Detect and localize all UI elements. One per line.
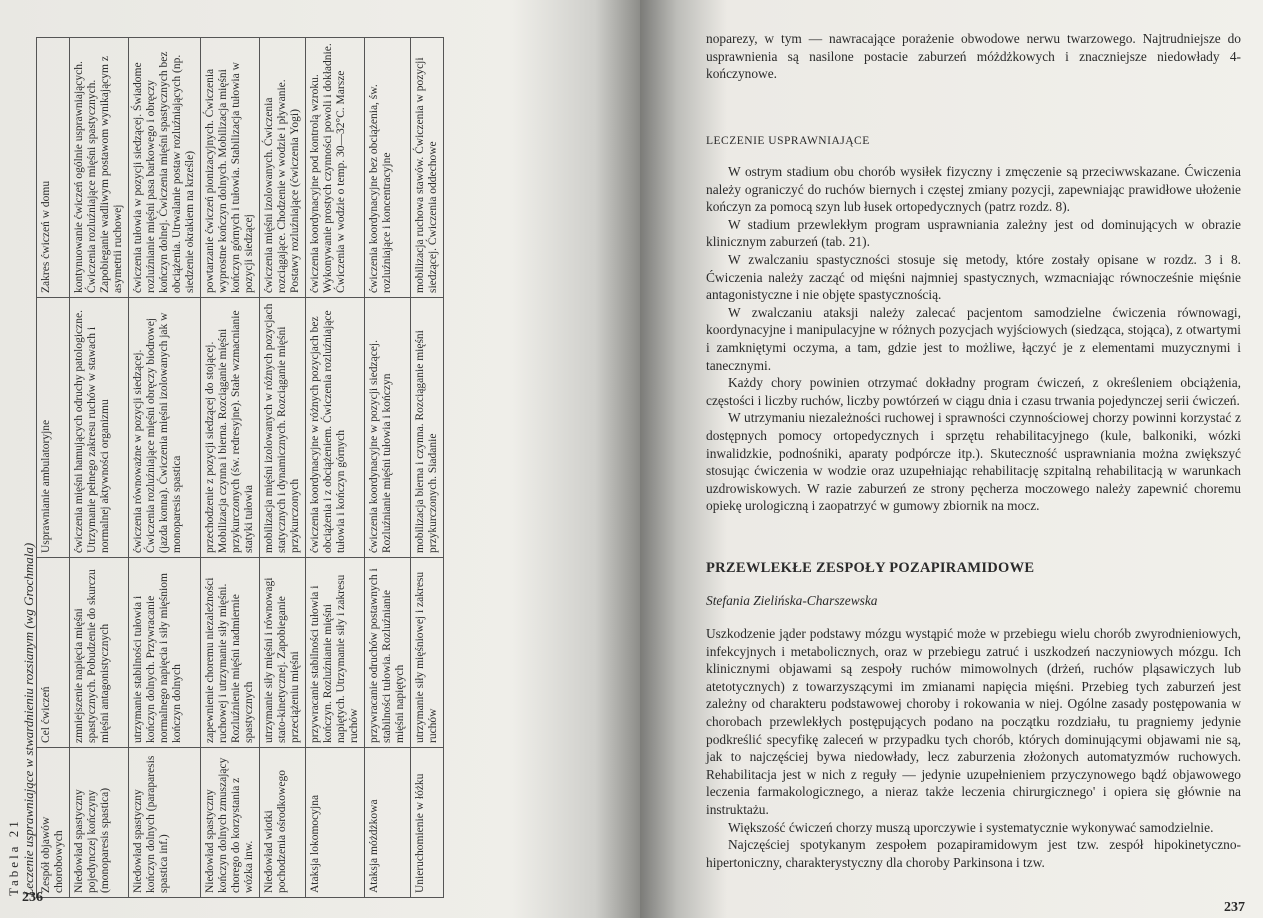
chapter-body: [706, 625, 1241, 871]
paragraph: W zwalczaniu spastyczności stosuje się metody, które zostały opisane w rozdz. 3 i 8. Ćwiczenia należy zacząć od mięśni najmniej spastycznych, wzmacniając równocześnie mięśnie antagonistyczne i nie objęte spastycznością.: [706, 251, 1241, 303]
cell-goal: przywracanie odruchów postawnych i stabilności tułowia. Rozluźnianie mięśni napiętych: [365, 558, 411, 748]
table-title: Leczenie usprawniające w stwardnieniu rozsianym (wg Grochmala): [21, 542, 36, 896]
col-header-syndrome: Zespół objawów chorobowych: [37, 748, 70, 898]
table-row: [201, 38, 260, 898]
cell-goal: utrzymanie siły mięśni i równowagi stato-kinetycznej. Zapobieganie przeciążeniu mięśni: [260, 558, 306, 748]
cell-syndrome: Niedowład spastyczny pojedynczej kończyny (monoparesis spastica): [70, 748, 129, 898]
section-body: [706, 163, 1241, 515]
cell-syndrome: Niedowład wiotki pochodzenia ośrodkowego: [260, 748, 306, 898]
cell-ambulatory: ćwiczenia równoważne w pozycji siedzącej. Ćwiczenia rozluźniające mięśni obręczy biodrowej (jazda konna). Ćwiczenia mięśni izolowanych jak w monoparesis spastica: [129, 298, 201, 558]
table-row: [306, 38, 365, 898]
cell-goal: zapewnienie choremu niezależności ruchowej i utrzymanie siły mięśni. Rozluźnienie mięśni nadmiernie spastycznych: [201, 558, 260, 748]
table-row: [260, 38, 306, 898]
rehab-table: [36, 37, 444, 898]
paragraph: Najczęściej spotykanym zespołem pozapiramidowym jest tzw. zespół hipokinetyczno-hipertoniczny, charakterystyczny dla choroby Parkinsona i tzw.: [706, 837, 1241, 870]
chapter-author: Stefania Zielińska-Charszewska: [706, 593, 878, 608]
cell-syndrome: Niedowład spastyczny kończyn dolnych (paraparesis spastica inf.): [129, 748, 201, 898]
cell-ambulatory: mobilizacja bierna i czynna. Rozciąganie mięśni przykurczonych. Siadanie: [411, 298, 444, 558]
col-header-goal: Cel ćwiczeń: [37, 558, 70, 748]
cell-syndrome: Niedowład spastyczny kończyn dolnych zmuszający chorego do korzystania z wózka inw.: [201, 748, 260, 898]
cell-home: mobilizacja ruchowa stawów. Ćwiczenia w pozycji siedzącej. Ćwiczenia oddechowe: [411, 38, 444, 298]
table-row: [129, 38, 201, 898]
paragraph: W zwalczaniu ataksji należy zalecać pacjentom samodzielne ćwiczenia równowagi, koordynacyjne i manipulacyjne w różnych pozycjach wyjściowych (siedząca, stojąca), z otwartymi i zamkniętymi oczyma, a tam, gdzie jest to możliwe, łączyć je z elementami muzycznymi i tanecznymi.: [706, 304, 1241, 373]
table-row: [70, 38, 129, 898]
cell-ambulatory: ćwiczenia koordynacyjne w różnych pozycjach bez obciążenia i z obciążeniem. Ćwiczenia rozluźniające tułowia i kończyn górnych: [306, 298, 365, 558]
cell-ambulatory: mobilizacja mięśni izolowanych w różnych pozycjach statycznych i dynamicznych. Rozciąganie mięśni przykurczonych: [260, 298, 306, 558]
cell-home: ćwiczenia mięśni izolowanych. Ćwiczenia rozciągające. Chodzenie w wodzie i pływanie. Postawy rozluźniające (ćwiczenia Yogi): [260, 38, 306, 298]
table-caption: [6, 543, 36, 896]
cell-home: ćwiczenia tułowia w pozycji siedzącej. Świadome rozluźnianie mięśni pasa barkowego i obręczy kończyn dolnej. Ćwiczenia mięśni spastycznych bez obciążenia. Utrwalanie postaw rozluźniających (np. siedzenie okrakiem na krześle): [129, 38, 201, 298]
paragraph: W stadium przewlekłym program usprawniania zależny jest od dominujących w obrazie klinicznym zaburzeń (tab. 21).: [706, 216, 1241, 250]
col-header-ambulatory: Usprawnianie ambulatoryjne: [37, 298, 70, 558]
cell-home: powtarzanie ćwiczeń pionizacyjnych. Ćwiczenia wyprostne kończyn dolnych. Mobilizacja mięśni kończyn górnych i tułowia. Stabilizacja tułowia w pozycji siedzącej: [201, 38, 260, 298]
cell-home: kontynuowanie ćwiczeń ogólnie usprawniających. Ćwiczenia rozluźniające mięśni spastycznych. Zapobieganie wadliwym postawom wynikającym z asymetrii ruchowej: [70, 38, 129, 298]
table-number: Tabela 21: [6, 818, 21, 896]
rotated-table-block: [0, 18, 640, 918]
cell-home: ćwiczenia koordynacyjne pod kontrolą wzroku. Wykonywanie prostych czynności powoli i dokładnie. Ćwiczenia w wodzie o temp. 30—32°C. Marsze: [306, 38, 365, 298]
paragraph: W utrzymaniu niezależności ruchowej i sprawności czynnościowej chorzy powinni korzystać z dostępnych pomocy ortopedycznych i sprzętu rehabilitacyjnego (kule, balkoniki, wózki inwalidzkie, podnośniki, aparaty podpórcze itp.). Skuteczność usprawniania można zwiększyć stosując ćwiczenia w wodzie oraz uzupełniając rehabilitację szpitalną rehabilitacją w warunkach uzdrowiskowych. W razie zaburzeń ze strony pęcherza moczowego należy zapewnić choremu opiekę urologiczną i zaopatrzyć w gumowy zbiornik na mocz.: [706, 410, 1241, 514]
table-row: [411, 38, 444, 898]
cell-syndrome: Unieruchomienie w łóżku: [411, 748, 444, 898]
page-number-right: 237: [1224, 900, 1245, 915]
cell-ambulatory: przechodzenie z pozycji siedzącej do stojącej. Mobilizacja czynna i bierna. Rozciąganie mięśni przykurczonych (św. redresyjne). Stałe wzmacnianie statyki tułowia: [201, 298, 260, 558]
col-header-home: Zakres ćwiczeń w domu: [37, 38, 70, 298]
right-page: [640, 0, 1263, 918]
intro-text: [706, 30, 1241, 83]
paragraph: Większość ćwiczeń chorzy muszą uporczywie i systematycznie wykonywać samodzielnie.: [728, 819, 1214, 835]
cell-goal: utrzymanie stabilności tułowia i kończyn dolnych. Przywracanie normalnego napięcia i siły mięśniom kończyn dolnych: [129, 558, 201, 748]
cell-ambulatory: ćwiczenia mięśni hamujących odruchy patologiczne. Utrzymanie pełnego zakresu ruchów w stawach i normalnej aktywności organizmu: [70, 298, 129, 558]
cell-syndrome: Ataksja lokomocyjna: [306, 748, 365, 898]
section-heading: LECZENIE USPRAWNIAJĄCE: [706, 135, 870, 147]
cell-home: ćwiczenia koordynacyjne bez obciążenia, św. rozluźniające i koncentracyjne: [365, 38, 411, 298]
paragraph: Każdy chory powinien otrzymać dokładny program ćwiczeń, z określeniem obciążenia, częstości i liczby ruchów, liczby powtórzeń w ciągu dnia i czasu trwania pojedynczej serii ćwiczeń.: [706, 375, 1241, 408]
cell-goal: przywracanie stabilności tułowia i kończyn. Rozluźnianie mięśni napiętych. Utrzymanie siły i zakresu ruchów: [306, 558, 365, 748]
paragraph: Uszkodzenie jąder podstawy mózgu wystąpić może w przebiegu wielu chorób zwyrodnieniowych, infekcyjnych i metabolicznych, oraz w przebiegu zatruć i uszkodzeń naczyniowych mózgu. Ich klinicznymi objawami są zespoły ruchów mimowolnych (drżeń, ruchów pląsawiczych lub atetotycznych) z towarzyszącymi im zmianami napięcia mięśni. Przebieg tych zaburzeń jest zależny od charakteru podstawowej choroby i rokowania w niej. Ogólne zasady postępowania w chorobach przewlekłych postępujących podano na początku rozdziału, tu pragniemy jedynie podkreślić specyfikę zaleceń w przypadku tych chorób, których dominującymi objawami nie są, jak to najczęściej bywa niedowłady, lecz zaburzenia złożonych automatyzmów ruchowych. Rehabilitacja jest w nich z reguły — jedynie uzupełnieniem przyczynowego bądź objawowego leczenia farmakologicznego, a nieraz także leczenia chirurgicznego' i opiera się głównie na instruktażu.: [706, 626, 1241, 817]
cell-ambulatory: ćwiczenia koordynacyjne w pozycji siedzącej. Rozluźnianie mięśni tułowia i kończyn: [365, 298, 411, 558]
cell-syndrome: Ataksja móżdżkowa: [365, 748, 411, 898]
paragraph: W ostrym stadium obu chorób wysiłek fizyczny i zmęczenie są przeciwwskazane. Ćwiczenia należy ograniczyć do ruchów biernych i częstej zmiany pozycji, zapewniając prawidłowe ułożenie kończyn za pomocą szyn lub łusek ortopedycznych (patrz rozdz. 8).: [706, 164, 1241, 215]
table-header-row: [37, 38, 70, 898]
table-row: [365, 38, 411, 898]
cell-goal: utrzymanie siły mięśniowej i zakresu ruchów: [411, 558, 444, 748]
intro-paragraph: noparezy, w tym — nawracające porażenie obwodowe nerwu twarzowego. Najtrudniejsze do usprawnienia są nasilone postacie zaburzeń móżdżkowych i znaczniejsze niedowłady 4-kończynowe.: [706, 31, 1241, 82]
cell-goal: zmniejszenie napięcia mięśni spastycznych. Pobudzenie do skurczu mięśni antagonistycznych: [70, 558, 129, 748]
chapter-title: PRZEWLEKŁE ZESPOŁY POZAPIRAMIDOWE: [706, 560, 1035, 576]
page-number-left: 236: [22, 890, 43, 905]
